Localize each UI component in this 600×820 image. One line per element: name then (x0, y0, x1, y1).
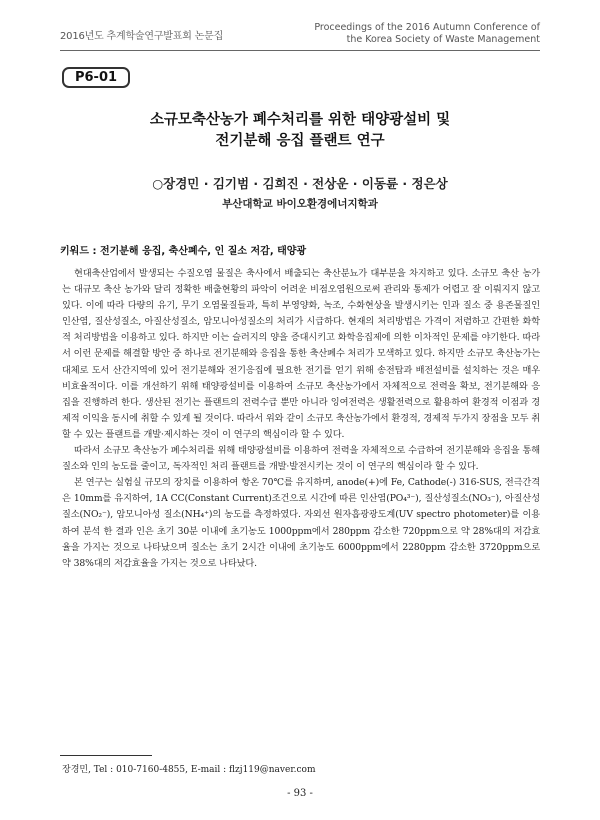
body-paragraph: 따라서 소규모 축산농가 폐수처리를 위해 태양광설비를 이용하여 전력을 자체적으로 수급하여 전기분해와 응집을 통해 질소와 인의 농도를 줄이고, 독자적인 처리 플랜트를 개발·발전시키는 것이 이 연구의 핵심이라 할 수 있다. (62, 445, 540, 473)
running-header-right-line1: Proceedings of the 2016 Autumn Conference of (314, 22, 540, 33)
session-badge: P6-01 (62, 67, 130, 88)
footnote: 장경민, Tel : 010-7160-4855, E-mail : flzj119@naver.com (62, 765, 316, 775)
running-header-left: 2016년도 추계학술연구발표회 논문집 (60, 31, 224, 42)
paper-title (60, 110, 540, 152)
paper-title-line1: 소규모축산농가 폐수처리를 위한 태양광설비 및 (149, 112, 451, 128)
abstract-body (62, 266, 540, 572)
body-paragraph: 현대축산업에서 발생되는 수질오염 물질은 축사에서 배출되는 축산분뇨가 대부분을 차지하고 있다. 소규모 축산 농가는 대규모 축산 농가와 달리 정확한 배출현황의 파악이 어려운 비점오염원으로써 관리와 통제가 어렵고 잘 이뤄지지 않고 있다. 이에 따라 다량의 유기, 무기 오염물질들과, 특히 부영양화, 녹조, 수화현상을 발생시키는 인과 질소 중 용존물질인 인산염, 질산성질소, 아질산성질소, 암모니아성질소의 처리가 시급하다. 현재의 처리방법은 가격이 저렴하고 간편한 화학적 처리방법을 이용하고 있다. 하지만 이는 슬러지의 양을 증대시키고 화학응집제에 의한 이차적인 문제를 야기한다. 따라서 이런 문제를 해결할 방안 중 하나로 전기분해와 응집을 통한 축산폐수 처리가 모색하고 있다. 하지만 소규모 축산농가는 대체로 도서 산간지역에 있어 전기분해와 전기응집에 필요한 전기를 얻기 위해 송전탑과 배전설비를 설치하는 것은 매우 비효율적이다. 이를 개선하기 위해 태양광설비를 이용하여 소규모 축산농가에서 자체적으로 전력을 확보, 전기분해와 응집을 진행하려 한다. 생산된 전기는 플랜트의 전력수급 뿐만 아니라 잉여전력은 생활전력으로 활용하여 환경적 이점과 경제적 이익을 동시에 취할 수 있게 될 것이다. 따라서 위와 같이 소규모 축산농가에서 환경적, 경제적 두가지 장점을 모두 취할 수 있는 플랜트를 개발·제시하는 것이 이 연구의 핵심이라 할 수 있다. (62, 268, 540, 440)
footnote-rule (60, 755, 152, 756)
paper-title-line2: 전기분해 응집 플랜트 연구 (215, 133, 385, 149)
author-list: ○장경민 · 김기범 · 김희진 · 전상운 · 이동륜 · 정은상 (152, 176, 448, 191)
running-header-right-line2: the Korea Society of Waste Management (346, 34, 540, 45)
page-number: - 93 - (287, 788, 313, 799)
header-rule (60, 50, 540, 51)
keywords: 키워드 : 전기분해 응집, 축산폐수, 인 질소 저감, 태양광 (60, 246, 307, 257)
running-header-right (314, 22, 540, 46)
body-paragraph: 본 연구는 실험실 규모의 장치를 이용하여 항온 70℃를 유지하며, anode(+)에 Fe, Cathode(-) 316-SUS, 전극간격은 10mm를 유지하여, 1A CC(Constant Current)조건으로 시간에 따른 인산염(PO₄³⁻), 질산성질소(NO₃⁻), 아질산성 질소(NO₂⁻), 암모니아성 질소(NH₄⁺)의 농도를 측정하였다. 자외선 원자흡광광도계(UV spectro photometer)를 이용하여 분석 한 결과 인은 초기 30분 이내에 초기농도 1000ppm에서 280ppm 감소한 720ppm으로 약 28%대의 저감효율을 가지는 것으로 나타났으며 질소는 초기 2시간 이내에 초기농도 6000ppm에서 2280ppm 감소한 3720ppm으로 약 38%대의 저감효율을 가지는 것으로 나타났다. (62, 477, 540, 569)
affiliation: 부산대학교 바이오환경에너지학과 (222, 198, 378, 210)
